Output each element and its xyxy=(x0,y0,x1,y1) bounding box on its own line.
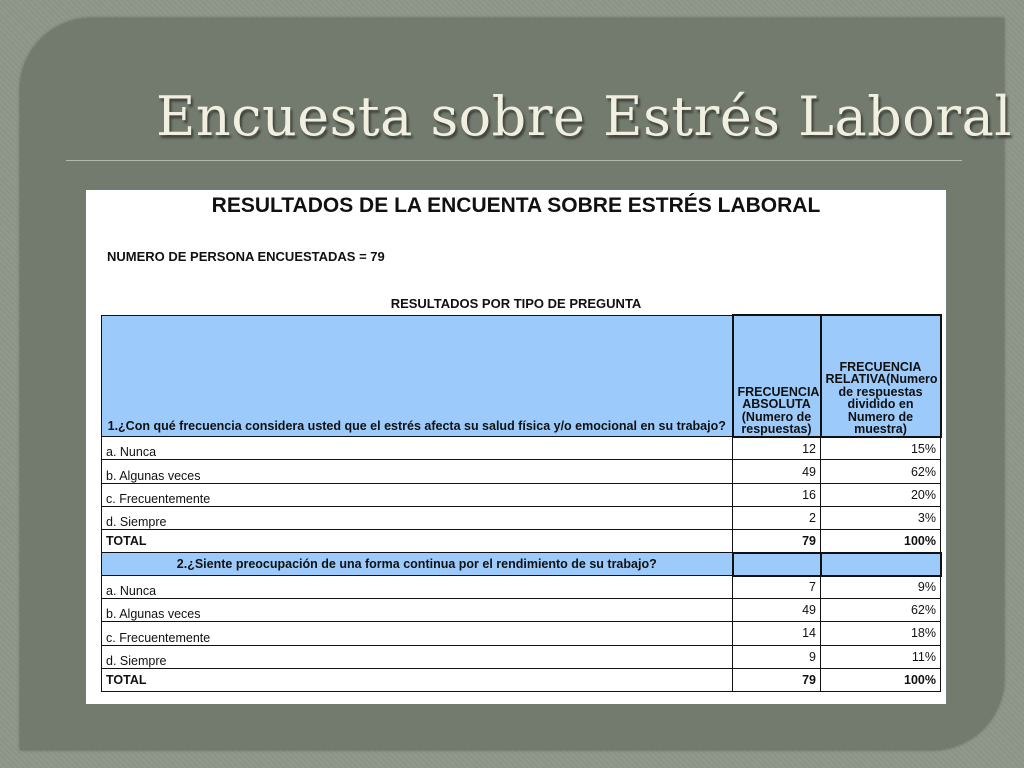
option-label: d. Siempre xyxy=(102,506,733,529)
relative-value: 9% xyxy=(821,576,941,599)
option-label: b. Algunas veces xyxy=(102,599,733,622)
relative-value: 11% xyxy=(821,645,941,668)
question-1-header-row xyxy=(102,315,941,437)
total-relative: 100% xyxy=(821,529,941,552)
question-2-header-row xyxy=(102,553,941,576)
total-label: TOTAL xyxy=(102,668,733,691)
option-label: d. Siempre xyxy=(102,645,733,668)
slide-title: Encuesta sobre Estrés Laboral xyxy=(156,85,1013,148)
option-label: b. Algunas veces xyxy=(102,460,733,483)
header-relative-frequency: FRECUENCIA RELATIVA(Numero de respuestas dividido en Numero de muestra) xyxy=(821,315,941,437)
results-document xyxy=(86,190,946,704)
results-table xyxy=(101,314,942,692)
table-row xyxy=(102,645,941,668)
header-absolute-blank xyxy=(733,553,821,576)
relative-value: 62% xyxy=(821,460,941,483)
header-absolute-frequency: FRECUENCIA ABSOLUTA (Numero de respuestas) xyxy=(733,315,821,437)
total-row xyxy=(102,529,941,552)
table-row xyxy=(102,437,941,460)
title-divider xyxy=(66,160,962,161)
option-label: a. Nunca xyxy=(102,437,733,460)
absolute-value: 16 xyxy=(733,483,821,506)
relative-value: 15% xyxy=(821,437,941,460)
total-relative: 100% xyxy=(821,668,941,691)
header-relative-blank xyxy=(821,553,941,576)
respondent-count: NUMERO DE PERSONA ENCUESTADAS = 79 xyxy=(107,249,385,264)
absolute-value: 12 xyxy=(733,437,821,460)
table-row xyxy=(102,483,941,506)
option-label: a. Nunca xyxy=(102,576,733,599)
absolute-value: 7 xyxy=(733,576,821,599)
section-heading: RESULTADOS POR TIPO DE PREGUNTA xyxy=(390,296,642,311)
total-label: TOTAL xyxy=(102,529,733,552)
relative-value: 3% xyxy=(821,506,941,529)
question-2-text: 2.¿Siente preocupación de una forma continua por el rendimiento de su trabajo? xyxy=(102,553,733,576)
relative-value: 20% xyxy=(821,483,941,506)
table-row xyxy=(102,599,941,622)
document-heading: RESULTADOS DE LA ENCUENTA SOBRE ESTRÉS LABORAL xyxy=(211,194,821,217)
table-row xyxy=(102,460,941,483)
relative-value: 62% xyxy=(821,599,941,622)
question-1-text: 1.¿Con qué frecuencia considera usted que el estrés afecta su salud física y/o emocional en su trabajo? xyxy=(102,315,733,437)
option-label: c. Frecuentemente xyxy=(102,483,733,506)
total-absolute: 79 xyxy=(733,529,821,552)
absolute-value: 14 xyxy=(733,622,821,645)
table-row xyxy=(102,506,941,529)
table-row xyxy=(102,622,941,645)
absolute-value: 9 xyxy=(733,645,821,668)
table-row xyxy=(102,576,941,599)
absolute-value: 49 xyxy=(733,599,821,622)
absolute-value: 49 xyxy=(733,460,821,483)
total-row xyxy=(102,668,941,691)
absolute-value: 2 xyxy=(733,506,821,529)
option-label: c. Frecuentemente xyxy=(102,622,733,645)
relative-value: 18% xyxy=(821,622,941,645)
total-absolute: 79 xyxy=(733,668,821,691)
